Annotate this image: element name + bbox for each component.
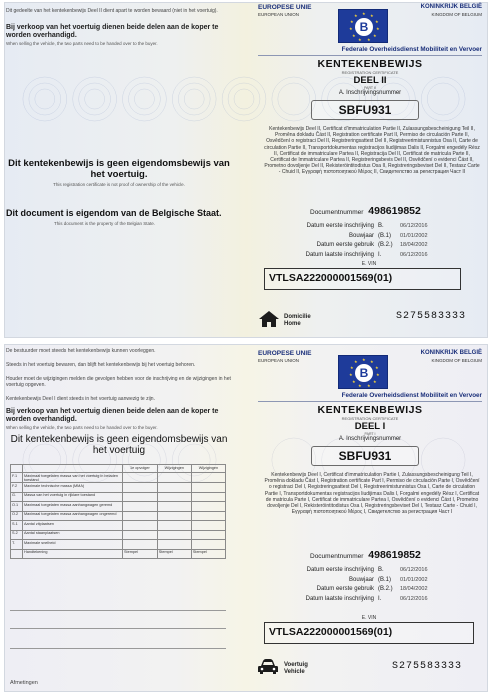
document-number-row xyxy=(310,549,480,561)
eu-label xyxy=(258,350,311,364)
date-value: 18/04/2002 xyxy=(400,242,428,248)
sale-warning: Bij verkoop van het voertuig dienen beide delen aan de koper te worden overhandigd. xyxy=(6,408,219,423)
document-number-label: Documentnummer xyxy=(310,209,364,216)
eu-label-nl: EUROPESE UNIE xyxy=(258,350,312,357)
date-row xyxy=(276,232,480,242)
kingdom-label-nl: KONINKRIJK BELGIË xyxy=(420,350,482,356)
document-part-en: PART II xyxy=(364,86,376,90)
date-value: 06/12/2016 xyxy=(400,595,428,602)
table-cell-code: G. xyxy=(11,492,23,502)
table-cell xyxy=(157,492,191,502)
document-title-block xyxy=(290,404,450,442)
table-header: Wijzigingen xyxy=(157,465,191,473)
registration-table xyxy=(10,464,226,559)
footer-label xyxy=(284,662,308,676)
table-row xyxy=(11,492,226,502)
footer-label-en: Home xyxy=(284,321,301,327)
vin-label: E. VIN xyxy=(361,615,377,621)
dates-list xyxy=(276,222,480,260)
table-header xyxy=(23,465,123,473)
vin-label: E. VIN xyxy=(361,261,377,267)
kingdom-label xyxy=(421,4,482,18)
instruction-line: Steeds in het voertuig bewaren, dan blijft het kentekenbewijs bij het voertuig behoren. xyxy=(6,362,196,368)
document-number: 498619852 xyxy=(368,549,421,561)
date-value: 01/01/2002 xyxy=(400,232,428,239)
table-row xyxy=(11,521,226,531)
eu-label-nl: EUROPESE UNIE xyxy=(258,4,312,11)
table-cell xyxy=(123,511,158,521)
date-code: (B.2.) xyxy=(378,242,393,248)
table-cell xyxy=(123,483,158,493)
table-row xyxy=(11,540,226,550)
dates-list xyxy=(276,566,480,604)
date-code: I. xyxy=(378,595,382,602)
serial-number: S275583333 xyxy=(392,661,463,672)
ownership-statement-en: This registration certificate is not proof of ownership of the vehicle. xyxy=(53,182,185,187)
table-cell-label: Aantal staanplaatsen xyxy=(23,530,123,540)
date-label: Datum laatste inschrijving xyxy=(305,595,374,602)
date-value: 18/04/2002 xyxy=(400,586,428,592)
car-icon xyxy=(257,658,279,676)
table-row xyxy=(11,483,226,493)
kingdom-label xyxy=(421,350,482,364)
eu-header xyxy=(258,350,482,390)
table-cell xyxy=(157,502,191,512)
table-cell xyxy=(191,521,225,531)
table-cell-label: Maximaal toegelaten massa aanhangwagen geremd xyxy=(23,502,123,512)
instruction-line: Kentekenbewijs Deel I dient steeds in het voertuig aanwezig te zijn. xyxy=(6,396,155,402)
footer-label xyxy=(284,314,311,328)
document-title-block xyxy=(290,58,450,96)
dimensions-label: Afmetingen xyxy=(10,680,38,686)
table-cell-code: S.1 xyxy=(11,521,23,531)
table-cell xyxy=(191,540,225,550)
header-divider xyxy=(258,401,482,402)
table-row xyxy=(11,502,226,512)
table-cell xyxy=(157,530,191,540)
kingdom-label-en: KINGDOM OF BELGIUM xyxy=(431,12,482,17)
kingdom-label-nl: KONINKRIJK BELGIË xyxy=(420,4,482,10)
table-cell-code: T. xyxy=(11,540,23,550)
table-cell xyxy=(191,473,225,483)
document-title: KENTEKENBEWIJS xyxy=(317,404,423,416)
date-value: 06/12/2016 xyxy=(400,251,428,258)
table-cell xyxy=(123,492,158,502)
date-value: 01/01/2002 xyxy=(400,576,428,583)
country-letter: B xyxy=(355,18,373,36)
date-code: (B.1) xyxy=(378,232,392,239)
signature-divider xyxy=(10,628,226,629)
date-code: B. xyxy=(378,223,384,229)
date-label: Datum eerste gebruik xyxy=(316,586,374,592)
eu-header xyxy=(258,4,482,44)
vin-number: VTLSA222000001569(01) xyxy=(264,268,461,290)
table-header: Wijzigingen xyxy=(191,465,225,473)
date-code: I. xyxy=(378,251,382,258)
document-number-row xyxy=(310,205,480,217)
table-row xyxy=(11,473,226,483)
date-row xyxy=(276,576,480,586)
table-cell xyxy=(157,483,191,493)
keep-separate-note: Dit gedeelte van het kentekenbewijs Deel II dient apart te worden bewaard (niet in het voertuig). xyxy=(6,8,218,14)
table-cell xyxy=(191,492,225,502)
sale-warning-en: When selling the vehicle, the two parts need to be handed over to the buyer. xyxy=(6,41,158,46)
table-cell xyxy=(123,502,158,512)
table-cell xyxy=(191,511,225,521)
date-row xyxy=(276,222,480,232)
table-cell-label: Maximale snelheid xyxy=(23,540,123,550)
table-cell-label: Maximaal toegelaten massa van het voertuig in beladen toestand xyxy=(23,473,123,483)
table-cell-code: O.2 xyxy=(11,511,23,521)
table-cell xyxy=(157,521,191,531)
table-cell xyxy=(157,540,191,550)
ownership-statement: Dit kentekenbewijs is geen eigendomsbewijs van het voertuig. xyxy=(8,158,230,180)
table-header: 1e opvolger xyxy=(123,465,158,473)
table-row xyxy=(11,530,226,540)
stamp-cell: Stempel xyxy=(191,549,225,559)
multilingual-description: Kentekenbewijs Deel II, Certificat d'immatriculation Partie II, Zulassungsbescheinigung Teil II, Proměna dokladu Část II, Registration certificate Part II, Permiso de circulación Parte II, Osvědčení o registraci Del II, Registreringsattest Del II, Registreerimistunnistus Osa II, Carte de circulation Partie II, Transportdokumentas registracijos liudijimas Dalis II, Forgalmi engedély Rész II, Certificat de immatriculare Partea II, Registracija Del II, Certificat de matricula Parte II, Certificat de Immatriculare Partea II, Registreringsbevis Del II, Osvědčení o evidenci Část II, Prometno dovoljenje Del II, Rekisteröintitodistus Osa II, Registreringsbeviset Del II, Testasz Carte - Chuid II, Εγγραφή πιστοποιητικού Μέρος II, Свидетелство за регистрация Част II xyxy=(264,126,480,176)
instruction-line: De bestuurder moet steeds het kentekenbewijs kunnen voorleggen. xyxy=(6,348,156,354)
table-header xyxy=(11,465,23,473)
document-number: 498619852 xyxy=(368,205,421,217)
date-row xyxy=(276,251,480,261)
table-cell-label: Aantal zitplaatsen xyxy=(23,521,123,531)
plate-number: SBFU931 xyxy=(311,100,419,120)
document-title-en: REGISTRATION CERTIFICATE xyxy=(341,416,399,421)
table-cell-code: F.2 xyxy=(11,483,23,493)
footer-label-nl: Domicilie xyxy=(284,314,311,320)
state-property-block xyxy=(6,208,232,226)
table-cell xyxy=(157,473,191,483)
sale-warning: Bij verkoop van het voertuig dienen beide delen aan de koper te worden overhandigd. xyxy=(6,24,219,39)
document-part: DEEL I xyxy=(354,421,386,432)
stamp-cell: Stempel xyxy=(157,549,191,559)
date-value: 06/12/2016 xyxy=(400,567,428,573)
plate-label: A. Inschrijvingsnummer xyxy=(338,90,402,96)
table-cell xyxy=(123,521,158,531)
table-cell xyxy=(191,502,225,512)
document-title: KENTEKENBEWIJS xyxy=(317,58,423,70)
ownership-block xyxy=(6,158,232,187)
document-title-en: REGISTRATION CERTIFICATE xyxy=(341,70,399,75)
date-label: Bouwjaar xyxy=(348,576,374,583)
date-code: (B.2.) xyxy=(378,586,393,592)
date-value: 06/12/2016 xyxy=(400,223,428,229)
table-cell-code xyxy=(11,549,23,559)
table-row xyxy=(11,549,226,559)
date-label: Datum eerste gebruik xyxy=(316,242,374,248)
signature-divider xyxy=(10,610,226,611)
date-code: (B.1) xyxy=(378,576,392,583)
stamp-cell: Stempel xyxy=(123,549,158,559)
date-row xyxy=(276,595,480,605)
table-cell-label: Massa van het voertuig in rijklare toestand xyxy=(23,492,123,502)
date-label: Datum eerste inschrijving xyxy=(306,223,374,229)
date-row xyxy=(276,585,480,595)
table-cell-label: Maximaal toegelaten massa aanhangwagen ongeremd xyxy=(23,511,123,521)
kingdom-label-en: KINGDOM OF BELGIUM xyxy=(431,358,482,363)
table-cell xyxy=(191,483,225,493)
table-cell-label: Handtekening xyxy=(23,549,123,559)
footer-label-en: Vehicle xyxy=(284,669,305,675)
table-cell-code: O.1 xyxy=(11,502,23,512)
table-cell xyxy=(191,530,225,540)
footer-label-nl: Voertuig xyxy=(284,662,308,668)
sale-warning-en: When selling the vehicle, the two parts need to be handed over to the buyer. xyxy=(6,425,158,430)
table-cell xyxy=(123,540,158,550)
eu-label-en: EUROPEAN UNION xyxy=(258,12,300,17)
date-code: B. xyxy=(378,567,384,573)
table-header-row xyxy=(11,465,226,473)
multilingual-description: Kentekenbewijs Deel I, Certificat d'immatriculation Partie I, Zulassungsbescheinigung Teil I, Proměna dokladu Část I, Registration certificate Part I, Permiso de circulación Parte I, Osvědčení o registraci Del I, Registreringsattest Del I, Registreerimistunnistus Osa I, Carte de circulation Partie I, Transportdokumentas registracijos liudijimas Dalis I, Forgalmi engedély Rész I, Certificat de matricula Parte I, Certificat de immatriculare Partea I, Osvědčení o evidenci Část I, Prometno dovoljenje Del I, Rekisteröintitodistus Osa I, Registreringsbeviset Del I, Testasz Carte - Chuid I, Εγγραφή πιστοποιητικού Μέρος I, Свидетелство за регистрация Част I xyxy=(264,472,480,516)
ownership-block xyxy=(6,434,232,456)
document-number-label: Documentnummer xyxy=(310,553,364,560)
vin-number: VTLSA222000001569(01) xyxy=(264,622,474,644)
table-cell xyxy=(123,473,158,483)
home-icon xyxy=(258,310,280,328)
state-property-statement: Dit document is eigendom van de Belgische Staat. xyxy=(6,208,222,218)
date-label: Datum laatste inschrijving xyxy=(305,251,374,258)
authority-name: Federale Overheidsdienst Mobiliteit en Vervoer xyxy=(341,46,482,53)
ownership-statement: Dit kentekenbewijs is geen eigendomsbewijs van het voertuig xyxy=(10,434,228,456)
authority-name: Federale Overheidsdienst Mobiliteit en Vervoer xyxy=(341,392,482,399)
date-row xyxy=(276,241,480,251)
eu-label xyxy=(258,4,311,18)
table-cell-code: S.2 xyxy=(11,530,23,540)
table-row xyxy=(11,511,226,521)
state-property-statement-en: This document is the property of the Belgian State. xyxy=(54,221,156,226)
signature-divider xyxy=(10,648,226,649)
table-cell xyxy=(157,511,191,521)
header-divider xyxy=(258,55,482,56)
date-label: Bouwjaar xyxy=(348,232,374,239)
table-cell xyxy=(123,530,158,540)
table-cell-label: Maximale technische massa (MMA) xyxy=(23,483,123,493)
plate-label: A. Inschrijvingsnummer xyxy=(338,436,402,442)
eu-flag-icon: ★ ★ ★ ★ ★ ★ ★ ★ ★ ★ ★ B xyxy=(338,9,388,43)
eu-flag-icon: ★ ★ ★ ★ ★ ★ ★ ★ ★ ★ ★ B xyxy=(338,355,388,389)
date-row xyxy=(276,566,480,576)
serial-number: S275583333 xyxy=(396,311,467,322)
document-part: DEEL II xyxy=(353,75,387,86)
date-label: Datum eerste inschrijving xyxy=(306,567,374,573)
country-letter: B xyxy=(355,364,373,382)
table-cell-code: F.1 xyxy=(11,473,23,483)
plate-number: SBFU931 xyxy=(311,446,419,466)
eu-label-en: EUROPEAN UNION xyxy=(258,358,300,363)
document-part-en: PART I xyxy=(364,432,376,436)
instruction-line: Houder moet de wijzigingen melden die gevolgen hebben voor de inschrijving en de wijzigingen in het voertuig opgeven. xyxy=(6,376,231,388)
